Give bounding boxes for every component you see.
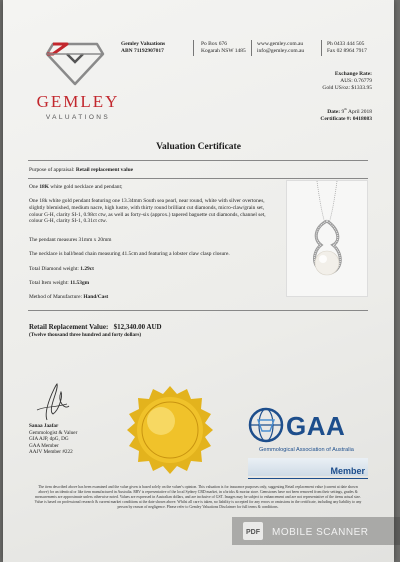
item-prefix: One xyxy=(29,184,38,190)
valuer-title: Gemmologist & Valuer xyxy=(29,429,78,436)
diamond-label: Total Diamond weight: xyxy=(29,266,79,272)
gemley-diamond-logo xyxy=(25,40,125,86)
exchange-rate-block xyxy=(322,71,372,92)
valuer-cred1: GIA AJP, dpG, DG xyxy=(29,436,69,443)
web-block xyxy=(257,41,304,55)
valuer-cred3: AAJV Member #222 xyxy=(29,449,73,456)
pdf-icon xyxy=(242,521,264,541)
valuer-name: Sanaa Jaafar xyxy=(29,423,59,429)
exchange-aus: AUS: 0.76779 xyxy=(340,78,372,84)
purpose-line xyxy=(29,167,133,174)
item-weight-label: Total Item weight: xyxy=(29,280,69,286)
signature-mark xyxy=(33,380,73,427)
cert-number: 0418083 xyxy=(352,115,372,122)
manufacture-label: Method of Manufacture: xyxy=(29,294,82,300)
disclaimer-text: The item described above has been examined and the value given is based solely on the valuer's opinion. This valuation is for insurance purposes only, suggesting Retail replacement value (current at date shown above) for an identical or like item manufactured in Australia. RRV is representative of the local Sydney CBD market, in a bricks & mortar store. Gemstones have not been removed from their settings, grades & measurements are approximate unless otherwise noted. Values are expressed in Australian dollars, and are inclusive of GST. Images may be subject to enhancement and are not representative of the items actual size. Value is based on professional research & current market conditions at the date shown above. Whilst all care is taken, no liability is accepted for any errors or omissions in the certificate, including any liability to any person by reason of negligence. Please refer to Gemley Valuations Disclaimer for full terms & conditions. xyxy=(34,485,362,509)
retail-value xyxy=(29,323,162,331)
date-block xyxy=(320,106,372,123)
valuer-block xyxy=(29,423,77,456)
scanner-watermark xyxy=(232,517,400,545)
manufacture-line xyxy=(29,294,108,301)
rrv-label: Retail Replacement Value: xyxy=(29,323,109,331)
page-title: Valuation Certificate xyxy=(156,142,241,152)
item-rest: white gold necklace and pendant; xyxy=(50,184,123,190)
purpose-label: Purpose of appraisal: xyxy=(29,167,75,173)
postal-block xyxy=(201,41,246,55)
section-rule xyxy=(28,310,368,311)
pendant-photo xyxy=(286,180,368,297)
phone: Ph 0433 444 505 xyxy=(327,41,365,47)
header-divider xyxy=(251,40,252,56)
cert-label: Certificate #: xyxy=(320,115,352,122)
date-label: Date: xyxy=(327,108,341,115)
pdf-badge: PDF xyxy=(246,529,260,536)
gaa-globe-logo xyxy=(248,407,284,448)
fax: Fax 02 8964 7917 xyxy=(327,48,367,54)
item-line xyxy=(29,184,122,191)
item-gold: 18K xyxy=(39,184,49,190)
brand-name: GEMLEY xyxy=(36,92,120,111)
date-day: 9 xyxy=(341,108,345,115)
purpose-value: Retail replacement value xyxy=(75,167,133,173)
exchange-label: Exchange Rate: xyxy=(334,71,372,77)
suburb: Kogarah NSW 1485 xyxy=(201,48,246,54)
valuer-cred2: GAA Member xyxy=(29,442,59,449)
scanner-label: MOBILE SCANNER xyxy=(272,527,369,538)
date-suffix: th xyxy=(344,107,347,111)
item-weight-value: 11.53gm xyxy=(70,280,90,286)
brand-subtitle: VALUATIONS xyxy=(45,114,111,121)
phone-block xyxy=(327,41,367,55)
gold-seal-icon xyxy=(125,385,215,480)
gaa-abbr: GAA xyxy=(286,411,346,441)
exchange-gold: Gold US/oz: $1333.95 xyxy=(322,85,372,91)
company-name: Gemley Valuations xyxy=(121,41,166,47)
manufacture-value: Hand/Cast xyxy=(83,294,109,300)
certificate-page xyxy=(3,0,394,562)
measure-line: The pendant measures 31mm x 20mm xyxy=(29,237,112,243)
necklace-line: The necklace is ball/bead chain measuring 41.5cm and featuring a lobster claw clasp closure. xyxy=(29,251,230,257)
po-box: Po Box 676 xyxy=(201,41,227,47)
company-abn: ABN 71192907017 xyxy=(121,48,164,54)
website-link[interactable]: www.gemley.com.au xyxy=(257,41,304,47)
gaa-member-label: Member xyxy=(330,466,365,476)
title-rule xyxy=(28,160,368,161)
date-rest: April 2018 xyxy=(348,108,372,115)
header-divider xyxy=(321,40,322,56)
rrv-amount: $12,340.00 AUD xyxy=(113,323,162,331)
diamond-weight xyxy=(29,266,94,273)
gaa-full-name: Gemmological Association of Australia xyxy=(259,447,354,453)
company-block xyxy=(121,41,165,55)
diamond-value: 1.29ct xyxy=(80,266,94,272)
section-rule xyxy=(28,178,368,179)
item-weight xyxy=(29,280,89,287)
rrv-words: (Twelve thousand three hundred and forty dollars) xyxy=(29,332,142,338)
header-divider xyxy=(193,40,194,56)
description: One 18k white gold pendant featuring one 13.34mm South sea pearl, near round, white with silver overtones, slightly blemished, medium nacre, high lustre, with thirty round brilliant cut diamonds, micro-claw/grain set, colour G-H, clarity SI-1, 0.98ct ctw, as well as forty-six (approx.) tapered baguette cut diamonds, channel set, colour G-H, clarity SI-1, 0.31ct ctw. xyxy=(29,198,266,225)
email-link[interactable]: info@gemley.com.au xyxy=(257,48,305,54)
gaa-underline xyxy=(248,478,368,479)
